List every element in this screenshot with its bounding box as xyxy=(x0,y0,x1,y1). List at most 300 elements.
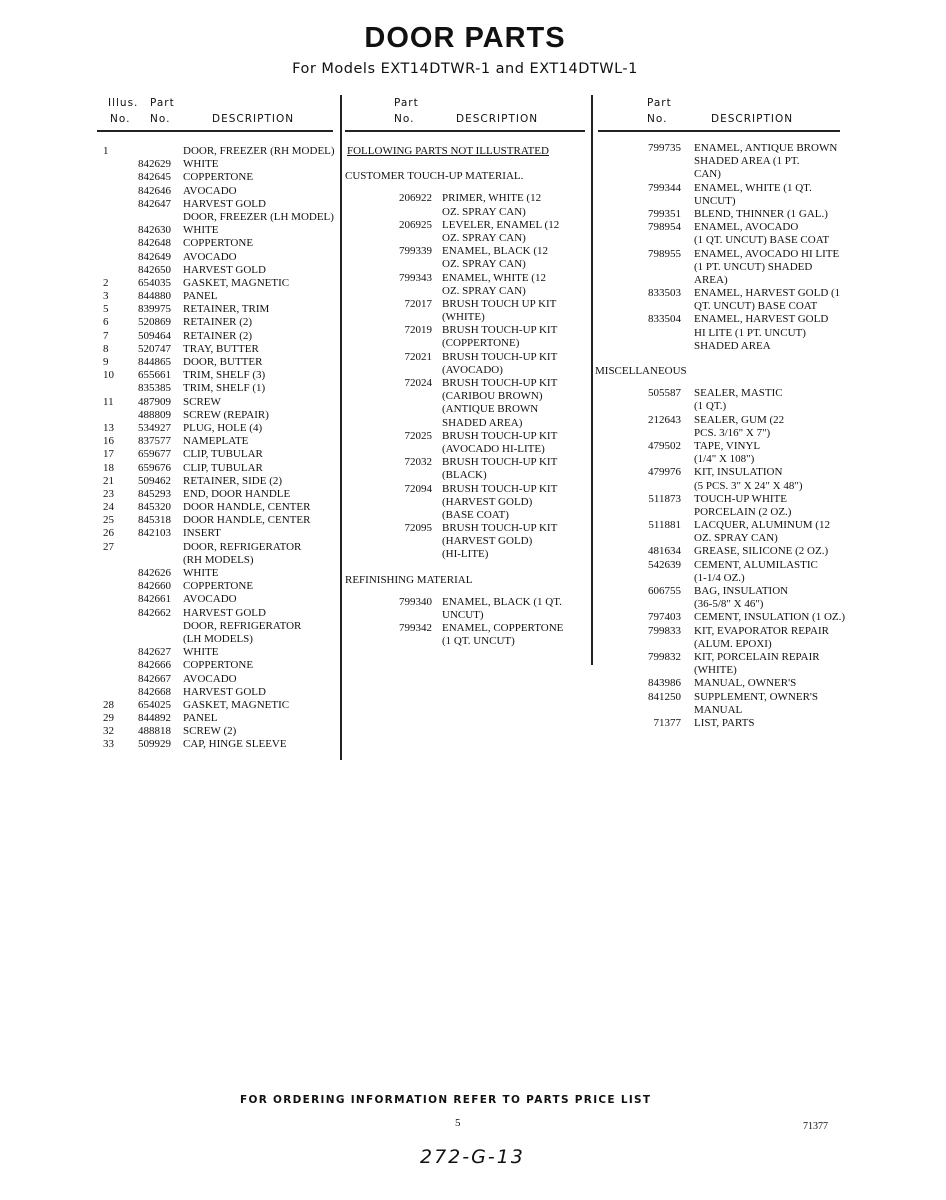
illus-number: 32 xyxy=(103,725,114,738)
part-description: (36-5/8" X 46") xyxy=(694,598,764,611)
part-row xyxy=(595,493,845,506)
part-row xyxy=(345,311,590,324)
part-row xyxy=(103,343,338,356)
part-row xyxy=(595,532,845,545)
part-description: BRUSH TOUCH-UP KIT xyxy=(442,482,558,495)
part-description: (WHITE) xyxy=(442,311,485,324)
part-description: COPPERTONE xyxy=(183,580,254,593)
part-number: 842626 xyxy=(138,567,171,579)
part-row xyxy=(595,598,845,611)
part-description: TOUCH-UP WHITE xyxy=(694,492,787,505)
part-description: MISCELLANEOUS xyxy=(595,365,687,377)
illus-number: 27 xyxy=(103,540,114,553)
part-number: 842667 xyxy=(138,672,171,685)
part-number: 842662 xyxy=(138,606,171,619)
part-row xyxy=(345,337,590,350)
part-description: KIT, INSULATION xyxy=(694,466,783,479)
part-description: OZ. SPRAY CAN) xyxy=(694,532,778,545)
part-row xyxy=(345,469,590,482)
part-description: (AVOCADO) xyxy=(442,363,503,376)
part-number: 844880 xyxy=(138,290,171,303)
part-description: HARVEST GOLD xyxy=(183,606,266,619)
part-description: LIST, PARTS xyxy=(694,716,755,729)
part-row xyxy=(595,664,845,677)
part-number: 659677 xyxy=(138,448,171,461)
part-description: PCS. 3/16" X 7") xyxy=(694,426,771,439)
part-row xyxy=(345,390,590,403)
part-row xyxy=(103,277,338,290)
part-number: 844892 xyxy=(138,712,171,725)
header-illus: Illus. xyxy=(108,97,139,109)
part-row xyxy=(595,400,845,413)
part-number: 799343 xyxy=(399,271,432,284)
part-description: HI LITE (1 PT. UNCUT) xyxy=(694,326,806,339)
part-number: 844865 xyxy=(138,356,171,368)
part-description: CAN) xyxy=(694,168,721,181)
illus-number: 23 xyxy=(103,487,114,500)
part-row xyxy=(345,509,590,522)
part-number: 799339 xyxy=(399,245,432,258)
part-description: BLEND, THINNER (1 GAL.) xyxy=(694,207,828,220)
part-description: GASKET, MAGNETIC xyxy=(183,698,290,711)
part-description: DOOR, REFRIGERATOR xyxy=(183,619,302,632)
part-number: 659676 xyxy=(138,461,171,474)
part-number: 206925 xyxy=(399,218,432,231)
part-description: GASKET, MAGNETIC xyxy=(183,276,290,289)
part-row xyxy=(595,340,845,353)
part-number: 509464 xyxy=(138,329,171,342)
part-description: PANEL xyxy=(183,712,218,725)
part-row xyxy=(595,440,845,453)
part-description: DOOR, FREEZER (LH MODEL) xyxy=(183,210,334,223)
part-row xyxy=(103,488,338,501)
part-number: 842103 xyxy=(138,527,171,540)
part-row xyxy=(595,677,845,690)
illus-number: 7 xyxy=(103,329,109,342)
part-number: 845318 xyxy=(138,514,171,527)
part-row xyxy=(103,198,338,211)
part-description: DOOR, FREEZER (RH MODEL) xyxy=(183,145,335,157)
illus-number: 10 xyxy=(103,369,114,382)
part-description: WHITE xyxy=(183,567,219,579)
part-description: CUSTOMER TOUCH-UP MATERIAL. xyxy=(345,170,524,183)
part-row xyxy=(345,206,590,219)
part-description: COPPERTONE xyxy=(183,171,254,184)
header-illus-no: No. xyxy=(110,113,131,125)
part-number: 798955 xyxy=(648,247,681,260)
part-description: (COPPERTONE) xyxy=(442,337,520,350)
part-number: 488818 xyxy=(138,725,171,738)
note-heading xyxy=(345,145,590,158)
part-description: AREA) xyxy=(694,273,728,286)
part-row xyxy=(595,182,845,195)
part-description: HARVEST GOLD xyxy=(183,263,266,276)
part-row xyxy=(595,691,845,704)
part-row xyxy=(595,195,845,208)
part-row xyxy=(103,382,338,395)
part-description: CLIP, TUBULAR xyxy=(183,448,263,461)
ordering-note: FOR ORDERING INFORMATION REFER TO PARTS PRICE LIST xyxy=(240,1094,652,1106)
part-description: (CARIBOU BROWN) xyxy=(442,390,543,403)
part-row xyxy=(103,607,338,620)
part-description: RETAINER, TRIM xyxy=(183,303,270,316)
part-description: WHITE xyxy=(183,646,219,659)
part-description: SEALER, GUM (22 xyxy=(694,413,785,426)
part-description: ENAMEL, HARVEST GOLD (1 xyxy=(694,287,841,300)
part-number: 654025 xyxy=(138,698,171,711)
part-row xyxy=(103,158,338,171)
illus-number: 26 xyxy=(103,527,114,540)
part-row xyxy=(595,221,845,234)
part-number: 843986 xyxy=(648,677,681,690)
part-row xyxy=(103,633,338,646)
part-description: SHADED AREA xyxy=(694,339,771,352)
part-description: OZ. SPRAY CAN) xyxy=(442,231,526,244)
header-part-no: No. xyxy=(394,113,415,125)
part-row xyxy=(103,303,338,316)
part-description: PORCELAIN (2 OZ.) xyxy=(694,505,792,518)
part-number: 71377 xyxy=(653,716,681,729)
part-description: ENAMEL, AVOCADO xyxy=(694,221,799,234)
page-subtitle: For Models EXT14DTWR-1 and EXT14DTWL-1 xyxy=(292,61,638,77)
part-row xyxy=(103,554,338,567)
part-description: (AVOCADO HI-LITE) xyxy=(442,442,545,455)
part-number: 842648 xyxy=(138,237,171,250)
part-number: 799340 xyxy=(399,595,432,608)
page-title: DOOR PARTS xyxy=(364,22,566,54)
part-description: HARVEST GOLD xyxy=(183,685,266,698)
part-description: SCREW (2) xyxy=(183,725,237,738)
part-row xyxy=(103,646,338,659)
part-row xyxy=(345,596,590,609)
part-description: ENAMEL, WHITE (1 QT. xyxy=(694,181,812,194)
part-description: RETAINER (2) xyxy=(183,329,253,342)
illus-number: 18 xyxy=(103,461,114,474)
part-description: SUPPLEMENT, OWNER'S xyxy=(694,690,819,703)
illus-number: 2 xyxy=(103,276,109,289)
part-number: 72017 xyxy=(404,297,432,310)
part-description: CAP, HINGE SLEEVE xyxy=(183,738,287,751)
part-row xyxy=(345,324,590,337)
part-description: BRUSH TOUCH-UP KIT xyxy=(442,456,558,469)
part-number: 799735 xyxy=(648,142,681,154)
part-number: 479976 xyxy=(648,466,681,479)
part-row xyxy=(103,211,338,224)
part-number: 799344 xyxy=(648,181,681,194)
handwritten-code: 272-G-13 xyxy=(420,1146,525,1168)
part-number: 72095 xyxy=(404,522,432,535)
part-row xyxy=(595,466,845,479)
part-row xyxy=(103,475,338,488)
part-row xyxy=(345,258,590,271)
column-divider xyxy=(591,95,593,665)
illus-number: 28 xyxy=(103,698,114,711)
part-row xyxy=(345,609,590,622)
part-row xyxy=(345,496,590,509)
part-description: (1-1/4 OZ.) xyxy=(694,571,745,584)
part-description: (BLACK) xyxy=(442,469,487,482)
part-description: HARVEST GOLD xyxy=(183,197,266,210)
part-row xyxy=(595,248,845,261)
part-number: 72024 xyxy=(404,377,432,389)
part-row xyxy=(595,585,845,598)
part-description: DOOR HANDLE, CENTER xyxy=(183,501,311,514)
part-description: MANUAL, OWNER'S xyxy=(694,677,797,690)
part-row xyxy=(345,298,590,311)
part-row xyxy=(595,572,845,585)
part-row xyxy=(103,462,338,475)
header-part-no: No. xyxy=(647,113,668,125)
part-row xyxy=(103,369,338,382)
part-description: KIT, PORCELAIN REPAIR xyxy=(694,650,820,663)
part-number: 505587 xyxy=(648,387,681,400)
part-description: ENAMEL, BLACK (1 QT. xyxy=(442,595,562,608)
part-description: QT. UNCUT) BASE COAT xyxy=(694,300,818,313)
part-row xyxy=(103,448,338,461)
illus-number: 9 xyxy=(103,356,109,368)
illus-number: 3 xyxy=(103,290,109,303)
part-description: COPPERTONE xyxy=(183,237,254,250)
part-row xyxy=(103,409,338,422)
part-row xyxy=(103,699,338,712)
part-description: TRIM, SHELF (1) xyxy=(183,382,266,395)
part-row xyxy=(595,287,845,300)
part-description: BRUSH TOUCH-UP KIT xyxy=(442,377,558,389)
part-description: CEMENT, INSULATION (1 OZ.) xyxy=(694,611,846,624)
part-number: 72021 xyxy=(404,350,432,363)
part-number: 72032 xyxy=(404,456,432,469)
part-description: (RH MODELS) xyxy=(183,553,254,566)
part-row xyxy=(103,435,338,448)
part-number: 842629 xyxy=(138,158,171,171)
illus-number: 8 xyxy=(103,342,109,355)
part-row xyxy=(595,453,845,466)
part-row xyxy=(103,514,338,527)
part-description: PANEL xyxy=(183,290,218,303)
illus-number: 6 xyxy=(103,316,109,329)
part-row xyxy=(595,559,845,572)
part-row xyxy=(595,327,845,340)
part-row xyxy=(595,313,845,326)
part-number: 511873 xyxy=(648,492,681,505)
part-number: 481634 xyxy=(648,545,681,558)
part-number: 842645 xyxy=(138,171,171,184)
part-number: 845320 xyxy=(138,501,171,514)
part-number: 833503 xyxy=(648,287,681,300)
part-description: TAPE, VINYL xyxy=(694,439,761,452)
part-row xyxy=(345,403,590,416)
part-description: DOOR, REFRIGERATOR xyxy=(183,540,302,553)
part-row xyxy=(595,208,845,221)
part-row xyxy=(103,725,338,738)
part-row xyxy=(345,522,590,535)
part-number: 839975 xyxy=(138,303,171,316)
illus-number: 25 xyxy=(103,514,114,527)
part-row xyxy=(103,316,338,329)
header-description: DESCRIPTION xyxy=(456,113,539,125)
part-number: 520747 xyxy=(138,342,171,355)
section-heading xyxy=(345,170,590,183)
part-description: UNCUT) xyxy=(694,194,736,207)
part-row xyxy=(595,168,845,181)
part-description: BRUSH TOUCH-UP KIT xyxy=(442,429,558,442)
part-number: 534927 xyxy=(138,421,171,434)
part-number: 799342 xyxy=(399,622,432,635)
part-number: 842646 xyxy=(138,184,171,197)
parts-column-1 xyxy=(103,145,338,752)
part-description: UNCUT) xyxy=(442,609,484,621)
part-row xyxy=(595,717,845,730)
part-description: INSERT xyxy=(183,527,221,540)
part-number: 799833 xyxy=(648,624,681,637)
part-row xyxy=(345,456,590,469)
part-row xyxy=(345,417,590,430)
part-number: 842630 xyxy=(138,224,171,237)
header-rule xyxy=(598,130,840,132)
part-row xyxy=(345,232,590,245)
part-row xyxy=(103,224,338,237)
part-row xyxy=(345,364,590,377)
part-description: PLUG, HOLE (4) xyxy=(183,421,263,434)
part-number: 606755 xyxy=(648,585,681,597)
part-description: FOLLOWING PARTS NOT ILLUSTRATED xyxy=(347,145,549,157)
part-description: (ALUM. EPOXI) xyxy=(694,637,772,650)
part-description: LEVELER, ENAMEL (12 xyxy=(442,218,560,231)
part-description: MANUAL xyxy=(694,703,743,716)
part-description: PRIMER, WHITE (12 xyxy=(442,192,542,205)
header-description: DESCRIPTION xyxy=(212,113,295,125)
part-row xyxy=(103,659,338,672)
illus-number: 5 xyxy=(103,303,109,316)
part-row xyxy=(103,541,338,554)
page-number: 5 xyxy=(455,1117,461,1129)
section-heading xyxy=(345,574,590,587)
part-row xyxy=(595,427,845,440)
document-number: 71377 xyxy=(803,1121,828,1132)
part-description: CEMENT, ALUMILASTIC xyxy=(694,558,818,571)
part-description: NAMEPLATE xyxy=(183,435,249,448)
part-description: TRAY, BUTTER xyxy=(183,342,259,355)
part-description: SEALER, MASTIC xyxy=(694,387,783,400)
part-description: ENAMEL, HARVEST GOLD xyxy=(694,313,829,326)
part-description: OZ. SPRAY CAN) xyxy=(442,205,526,218)
part-row xyxy=(345,192,590,205)
part-number: 488809 xyxy=(138,408,171,421)
part-description: BRUSH TOUCH-UP KIT xyxy=(442,522,558,535)
part-row xyxy=(345,219,590,232)
part-description: WHITE xyxy=(183,158,219,171)
part-row xyxy=(595,519,845,532)
header-part: Part xyxy=(647,97,672,109)
part-description: (1 PT. UNCUT) SHADED xyxy=(694,260,813,273)
part-row xyxy=(345,245,590,258)
part-description: CLIP, TUBULAR xyxy=(183,461,263,474)
part-description: SCREW xyxy=(183,395,221,408)
part-row xyxy=(595,638,845,651)
part-description: (BASE COAT) xyxy=(442,508,509,521)
part-description: GREASE, SILICONE (2 OZ.) xyxy=(694,545,829,558)
part-row xyxy=(103,145,338,158)
part-row xyxy=(103,396,338,409)
part-number: 206922 xyxy=(399,192,432,205)
part-row xyxy=(103,567,338,580)
part-number: 842668 xyxy=(138,685,171,698)
part-description: (1 QT. UNCUT) BASE COAT xyxy=(694,234,830,247)
part-row xyxy=(595,155,845,168)
part-row xyxy=(595,142,845,155)
part-number: 845293 xyxy=(138,487,171,500)
part-description: (1 QT. UNCUT) xyxy=(442,635,515,648)
part-description: (HARVEST GOLD) xyxy=(442,535,533,548)
part-description: AVOCADO xyxy=(183,672,237,685)
part-number: 833504 xyxy=(648,313,681,326)
part-number: 509929 xyxy=(138,738,171,751)
part-number: 72019 xyxy=(404,324,432,337)
parts-column-2 xyxy=(345,145,590,649)
header-part: Part xyxy=(394,97,419,109)
part-number: 72025 xyxy=(404,429,432,442)
part-row xyxy=(595,414,845,427)
part-description: OZ. SPRAY CAN) xyxy=(442,284,526,297)
part-row xyxy=(103,738,338,751)
part-row xyxy=(345,635,590,648)
part-row xyxy=(595,506,845,519)
part-row xyxy=(103,290,338,303)
part-row xyxy=(103,422,338,435)
part-description: BRUSH TOUCH UP KIT xyxy=(442,297,557,310)
part-description: LACQUER, ALUMINUM (12 xyxy=(694,519,830,532)
part-row xyxy=(345,622,590,635)
illus-number: 24 xyxy=(103,501,114,514)
illus-number: 29 xyxy=(103,712,114,725)
part-row xyxy=(103,237,338,250)
part-description: AVOCADO xyxy=(183,250,237,263)
part-number: 655661 xyxy=(138,369,171,382)
part-row xyxy=(595,480,845,493)
part-number: 842660 xyxy=(138,580,171,593)
illus-number: 33 xyxy=(103,738,114,751)
part-row xyxy=(103,712,338,725)
part-description: RETAINER, SIDE (2) xyxy=(183,474,283,487)
part-description: BRUSH TOUCH-UP KIT xyxy=(442,324,558,337)
part-description: (1 QT.) xyxy=(694,400,727,413)
header-description: DESCRIPTION xyxy=(711,113,794,125)
part-description: BRUSH TOUCH-UP KIT xyxy=(442,350,558,363)
part-row xyxy=(595,545,845,558)
part-row xyxy=(345,272,590,285)
part-number: 842650 xyxy=(138,263,171,276)
part-row xyxy=(103,330,338,343)
part-row xyxy=(103,264,338,277)
part-number: 479502 xyxy=(648,439,681,452)
illus-number: 1 xyxy=(103,145,109,157)
part-description: WHITE xyxy=(183,224,219,237)
part-description: ENAMEL, WHITE (12 xyxy=(442,271,546,284)
part-row xyxy=(103,501,338,514)
part-number: 797403 xyxy=(648,611,681,624)
part-row xyxy=(103,686,338,699)
part-description: (LH MODELS) xyxy=(183,632,253,645)
part-row xyxy=(595,611,845,624)
part-row xyxy=(345,351,590,364)
part-number: 842627 xyxy=(138,646,171,659)
part-row xyxy=(103,171,338,184)
part-description: TRIM, SHELF (3) xyxy=(183,369,266,382)
part-description: (ANTIQUE BROWN xyxy=(442,403,539,416)
part-description: ENAMEL, AVOCADO HI LITE xyxy=(694,247,840,260)
part-row xyxy=(595,274,845,287)
part-description: SCREW (REPAIR) xyxy=(183,408,269,421)
